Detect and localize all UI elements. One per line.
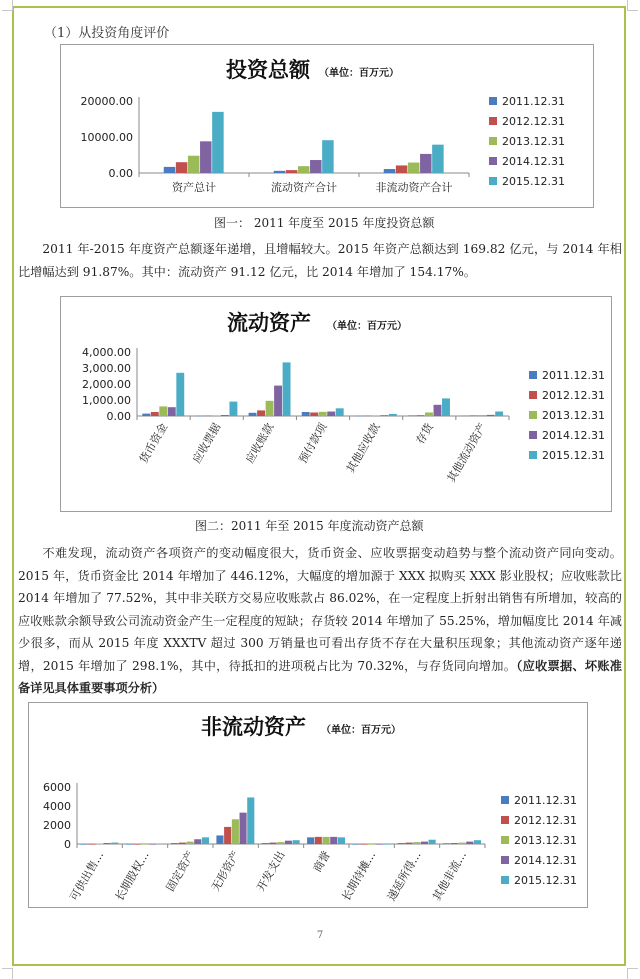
- corner-mark: [2, 0, 13, 11]
- bar: [257, 410, 265, 416]
- bar: [360, 844, 367, 845]
- y-tick-label: 2,000.00: [82, 378, 131, 391]
- legend-label: 2011.12.31: [542, 369, 605, 382]
- bar: [322, 837, 329, 844]
- category-label: 无形资产: [209, 849, 243, 894]
- category-label: 固定资产: [163, 849, 197, 894]
- bar: [495, 412, 503, 416]
- legend-swatch: [529, 411, 537, 419]
- category-label: 货币资金: [136, 421, 171, 466]
- bar: [216, 835, 223, 844]
- category-label: 可供出售…: [67, 849, 107, 904]
- y-tick-label: 10000.00: [80, 131, 133, 144]
- legend-swatch: [489, 117, 497, 125]
- bar: [80, 844, 87, 845]
- corner-mark: [627, 0, 638, 11]
- bar: [159, 406, 167, 416]
- bar: [478, 415, 486, 416]
- corner-mark: [627, 968, 638, 979]
- category-label: 流动资产合计: [271, 181, 337, 194]
- bar: [315, 837, 322, 844]
- category-label: 非流动资产合计: [375, 181, 453, 194]
- legend-label: 2014.12.31: [542, 429, 605, 442]
- bar: [164, 167, 176, 173]
- category-label: 应收账款: [243, 421, 277, 466]
- legend-swatch: [489, 137, 497, 145]
- legend-swatch: [529, 451, 537, 459]
- bar: [383, 844, 390, 845]
- legend-label: 2015.12.31: [502, 175, 565, 188]
- category-label: 其他流动资产: [444, 421, 490, 485]
- category-label: 长期股权…: [112, 849, 152, 904]
- bar: [249, 413, 257, 416]
- chart-svg: [61, 45, 593, 207]
- chart-svg: [29, 703, 587, 907]
- chart-unit-label: （单位：百万元）: [319, 68, 399, 79]
- bar: [151, 412, 159, 416]
- category-label: 资产总计: [172, 181, 216, 194]
- bar: [384, 169, 396, 173]
- category-label: 其他非流…: [430, 849, 469, 904]
- bar: [461, 416, 469, 417]
- chart-title: 投资总额: [226, 57, 310, 82]
- paragraph-2-note: （应收票据、坏账准备详见具体重要事项分析）: [18, 658, 622, 695]
- paragraph-1: [18, 238, 622, 283]
- bar: [96, 844, 103, 845]
- legend-swatch: [501, 816, 509, 824]
- bar: [302, 412, 310, 416]
- section-heading: （1）从投资角度评价: [44, 26, 170, 41]
- legend-swatch: [529, 431, 537, 439]
- legend-label: 2015.12.31: [542, 449, 605, 462]
- bar: [396, 165, 408, 173]
- y-tick-label: 0.00: [106, 410, 131, 423]
- legend-swatch: [489, 177, 497, 185]
- bar: [458, 843, 465, 844]
- bar: [322, 140, 334, 173]
- bar: [443, 843, 450, 844]
- bar: [176, 162, 188, 173]
- category-label: 其他应收款: [343, 421, 383, 476]
- bar: [157, 844, 164, 845]
- bar: [336, 408, 344, 416]
- bar: [232, 819, 239, 844]
- bar: [176, 373, 184, 416]
- bar: [194, 839, 201, 844]
- paragraph-1-text: 2011 年-2015 年度资产总额逐年递增，且增幅较大。2015 年资产总额达到 169.82 亿元，与 2014 年相比增幅达到 91.87%。其中：流动资产 91.12 亿元，比 2014 年增加了 154.17%。: [18, 242, 622, 279]
- bar: [221, 415, 229, 416]
- chart-investment-total: [60, 44, 594, 208]
- legend-swatch: [501, 876, 509, 884]
- bar: [202, 837, 209, 844]
- page-number: 7: [316, 930, 324, 941]
- chart-unit-label: （单位：百万元）: [321, 725, 401, 736]
- y-tick-label: 0: [64, 838, 71, 851]
- chart-title: 非流动资产: [201, 714, 306, 739]
- legend-label: 2012.12.31: [514, 814, 577, 827]
- paragraph-2-text: 不难发现，流动资产各项资产的变动幅度很大，货币资金、应收票据变动趋势与整个流动资产同向变动。2015 年，货币资金比 2014 年增加了 446.12%，大幅度的增加源于 XXX 拟购买 XXX 影业股权；应收账款比 2014 年增加了 77.52%，其中非关联方交易应收账款占 86.02%，在一定程度上折射出销售有所增加，较高的应收账款余额导致公司流动资金产生一定程度的短缺；存货较 2014 年增加了 55.25%，增加幅度比 2014 年减少很多，而从 2015 年度 XXXTV 超过 300 万销量也可看出存货不存在大量积压现象；其他流动资产逐年递增，2015 年增加了 298.1%，其中，待抵扣的进项税占比为 70.32%，与存货同向增加。: [18, 546, 622, 673]
- bar: [229, 402, 237, 416]
- bar: [405, 843, 412, 844]
- chart-title: 流动资产: [227, 310, 311, 335]
- bar: [442, 398, 450, 416]
- chart-unit-label: （单位：百万元）: [327, 321, 407, 332]
- bar: [285, 841, 292, 844]
- category-label: 递延所得…: [384, 849, 424, 904]
- corner-mark: [2, 968, 13, 979]
- legend-swatch: [501, 856, 509, 864]
- figure-caption-2: 图二：2011 年至 2015 年度流动资产总额: [195, 519, 424, 533]
- bar: [126, 844, 133, 845]
- bar: [88, 844, 95, 845]
- bar: [420, 154, 432, 173]
- y-tick-label: 4000: [43, 800, 71, 813]
- y-tick-label: 2000: [43, 819, 71, 832]
- bar: [195, 416, 203, 417]
- bar: [408, 163, 420, 173]
- bar: [368, 844, 375, 845]
- bar: [111, 843, 118, 844]
- bar: [179, 843, 186, 844]
- bar: [319, 412, 327, 416]
- legend-label: 2015.12.31: [514, 874, 577, 887]
- bar: [355, 416, 363, 417]
- bar: [310, 412, 318, 416]
- y-tick-label: 3,000.00: [82, 362, 131, 375]
- bar: [240, 813, 247, 844]
- bar: [142, 414, 150, 416]
- bar: [247, 797, 254, 844]
- bar: [171, 843, 178, 844]
- bar: [283, 362, 291, 416]
- bar: [466, 842, 473, 844]
- bar: [277, 842, 284, 844]
- bar: [168, 407, 176, 416]
- bar: [376, 844, 383, 845]
- bar: [310, 160, 322, 173]
- bar: [224, 827, 231, 844]
- bar: [398, 843, 405, 844]
- legend-label: 2012.12.31: [502, 115, 565, 128]
- bar: [429, 840, 436, 844]
- chart-current-assets: [60, 296, 612, 512]
- chart-svg: [61, 297, 611, 511]
- legend-label: 2014.12.31: [502, 155, 565, 168]
- bar: [186, 842, 193, 844]
- bar: [293, 840, 300, 844]
- bar: [421, 842, 428, 844]
- bar: [389, 414, 397, 416]
- category-label: 应收票据: [190, 421, 224, 466]
- legend-label: 2013.12.31: [502, 135, 565, 148]
- legend-label: 2013.12.31: [514, 834, 577, 847]
- bar: [432, 145, 444, 173]
- bar: [470, 415, 478, 416]
- category-label: 长期待摊…: [339, 849, 379, 904]
- legend-label: 2012.12.31: [542, 389, 605, 402]
- legend-label: 2013.12.31: [542, 409, 605, 422]
- figure-caption-1: 图一： 2011 年度至 2015 年度投资总额: [214, 216, 435, 230]
- bar: [425, 412, 433, 416]
- bar: [286, 170, 298, 173]
- bar: [274, 171, 286, 173]
- bar: [413, 842, 420, 844]
- bar: [434, 405, 442, 416]
- legend-label: 2011.12.31: [514, 794, 577, 807]
- bar: [266, 401, 274, 416]
- bar: [330, 837, 337, 844]
- y-tick-label: 20000.00: [80, 95, 133, 108]
- bar: [417, 415, 425, 416]
- y-tick-label: 0.00: [108, 167, 133, 180]
- bar: [269, 843, 276, 844]
- bar: [104, 843, 111, 844]
- legend-swatch: [489, 157, 497, 165]
- bar: [352, 844, 359, 845]
- bar: [307, 837, 314, 844]
- bar: [274, 386, 282, 416]
- bar: [487, 415, 495, 416]
- category-label: 预付款项: [296, 421, 330, 466]
- bar: [363, 416, 371, 417]
- bar: [408, 415, 416, 416]
- bar: [338, 837, 345, 844]
- bar: [133, 844, 140, 845]
- y-tick-label: 4,000.00: [82, 346, 131, 359]
- legend-label: 2011.12.31: [502, 95, 565, 108]
- bar: [212, 112, 224, 173]
- legend-swatch: [489, 97, 497, 105]
- bar: [212, 415, 220, 416]
- chart-noncurrent-assets: [28, 702, 588, 908]
- legend-swatch: [501, 796, 509, 804]
- bar: [200, 141, 212, 173]
- y-tick-label: 6000: [43, 781, 71, 794]
- bar: [141, 844, 148, 845]
- category-label: 商誉: [310, 849, 333, 875]
- bar: [451, 843, 458, 844]
- legend-label: 2014.12.31: [514, 854, 577, 867]
- bar: [298, 166, 310, 173]
- bar: [372, 415, 380, 416]
- legend-swatch: [529, 371, 537, 379]
- bar: [262, 843, 269, 844]
- bar: [474, 840, 481, 844]
- bar: [380, 415, 388, 416]
- y-tick-label: 1,000.00: [82, 394, 131, 407]
- bar: [204, 416, 212, 417]
- bar: [149, 844, 156, 845]
- bar: [327, 412, 335, 416]
- paragraph-2: [18, 542, 622, 700]
- category-label: 存货: [413, 421, 436, 447]
- legend-swatch: [501, 836, 509, 844]
- bar: [188, 156, 200, 173]
- category-label: 开发支出: [254, 849, 288, 894]
- legend-swatch: [529, 391, 537, 399]
